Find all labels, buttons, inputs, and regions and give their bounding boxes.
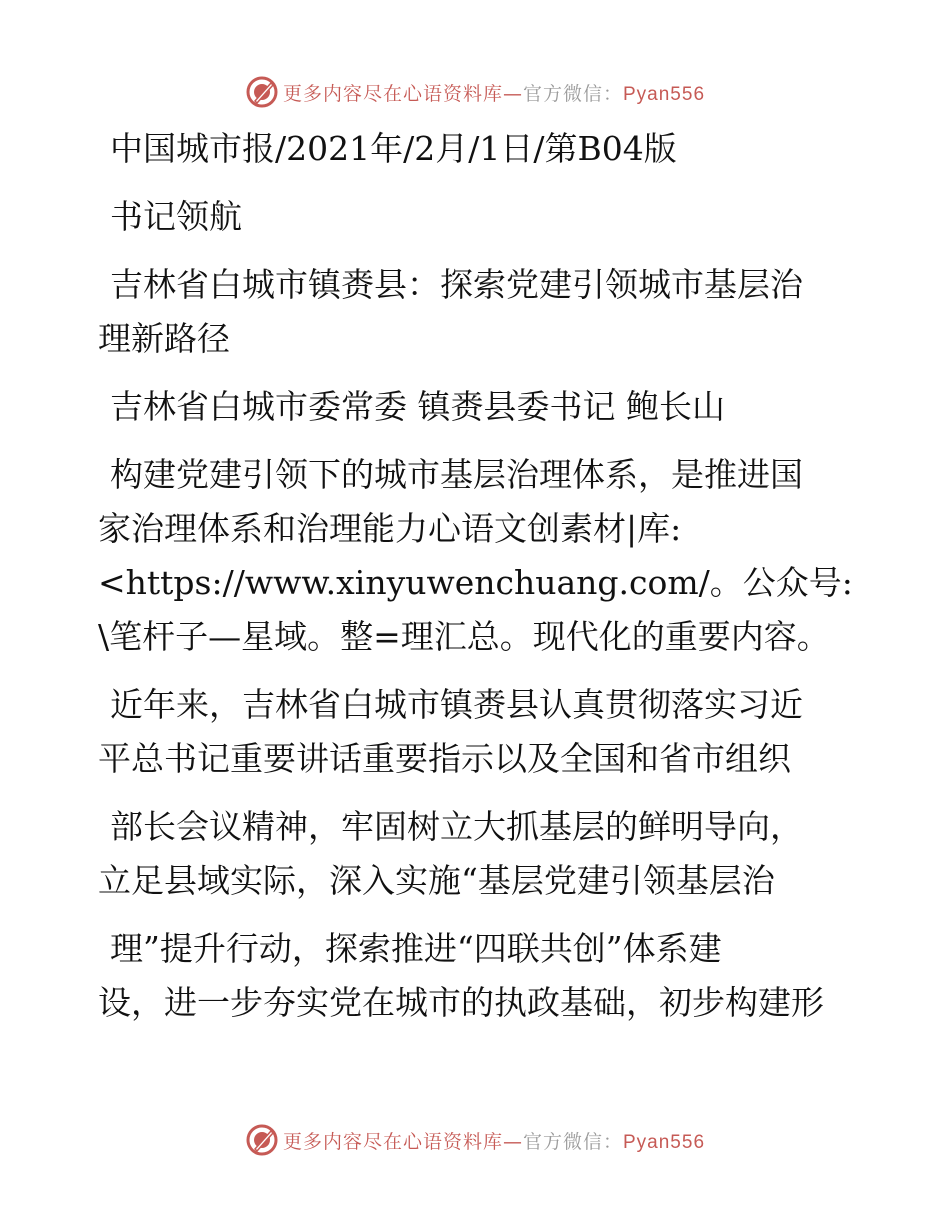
watermark-text: 更多内容尽在心语资料库—官方微信：Pyan556 — [282, 1130, 706, 1153]
pen-logo-icon — [245, 1123, 279, 1157]
text-line: 部长会议精神，牢固树立大抓基层的鲜明导向， — [110, 807, 803, 846]
text-line: 设，进一步夯实党在城市的执政基础，初步构建形 — [98, 983, 824, 1022]
text-line: <https://www.xinyuwenchuang.com/。公众号: — [98, 563, 853, 602]
text-line: 立足县域实际，深入实施“基层党建引领基层治 — [98, 861, 775, 900]
author-line: 吉林省白城市委常委 镇赉县委书记 鲍长山 — [110, 387, 725, 426]
header-watermark — [0, 70, 950, 114]
title-line: 吉林省白城市镇赉县：探索党建引领城市基层治 — [110, 265, 803, 304]
text-line: 近年来，吉林省白城市镇赉县认真贯彻落实习近 — [110, 685, 803, 724]
source-line: 中国城市报/2021年/2月/1日/第B04版 — [110, 129, 677, 168]
pen-logo-icon — [245, 75, 279, 109]
text-line: 平总书记重要讲话重要指示以及全国和省市组织 — [98, 739, 791, 778]
paragraph-1 — [98, 448, 868, 664]
text-line: \笔杆子—星域。整=理汇总。现代化的重要内容。 — [98, 617, 830, 656]
paragraph-2 — [98, 678, 868, 786]
title-line: 理新路径 — [98, 319, 230, 358]
text-line: 构建党建引领下的城市基层治理体系，是推进国 — [110, 455, 803, 494]
column-name: 书记领航 — [110, 197, 242, 236]
document-body — [98, 122, 868, 1030]
text-line: 理”提升行动，探索推进“四联共创”体系建 — [110, 929, 722, 968]
paragraph-3 — [98, 800, 868, 908]
watermark-text: 更多内容尽在心语资料库—官方微信：Pyan556 — [282, 82, 706, 105]
footer-watermark — [0, 1118, 950, 1162]
paragraph-4 — [98, 922, 868, 1030]
text-line: 家治理体系和治理能力心语文创素材|库: — [98, 509, 682, 548]
article-title — [98, 258, 868, 366]
